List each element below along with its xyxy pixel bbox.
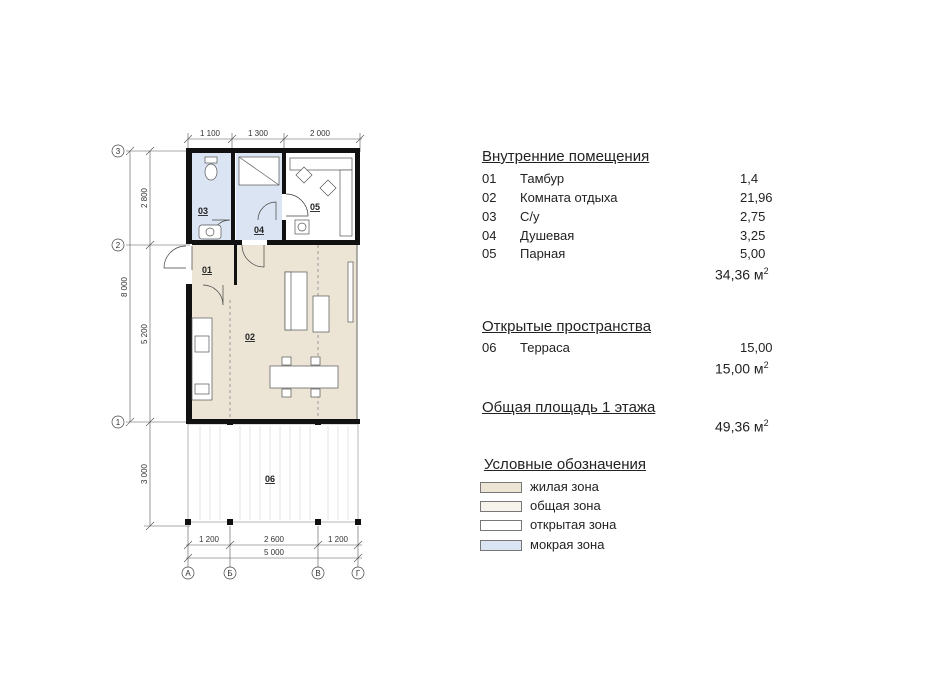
room-label-04: 04 [253,225,265,235]
top-dim-2: 1 300 [247,129,269,138]
col-axis-bubbles [182,567,364,579]
row-name: Комната отдыха [520,190,618,205]
open-total-unit-sup: 2 [763,360,769,370]
room-01-fill [192,245,236,285]
row-area: 3,25 [740,228,766,243]
legend-swatch [480,520,522,531]
overall-title: Общая площадь 1 этажа [482,399,656,416]
row-area: 21,96 [740,190,773,205]
room-label-05: 05 [309,202,321,212]
axis-label-1: 1 [115,418,121,427]
terrace [185,419,361,525]
interior-total [715,266,769,283]
table-row [482,228,782,246]
room-label-03: 03 [197,206,209,216]
row-area: 5,00 [740,246,766,261]
bottom-dim-1: 1 200 [198,535,220,544]
left-dim-2800: 2 800 [140,187,149,209]
legend-label: открытая зона [530,517,617,532]
row-name: С/у [520,209,540,224]
axis-label-a: А [185,569,191,578]
row-name: Тамбур [520,171,565,186]
row-number: 02 [482,190,497,205]
left-dim-3000: 3 000 [140,463,149,485]
interior-total-unit-sup: 2 [763,266,769,276]
legend-label: жилая зона [530,479,599,494]
bottom-dim-3: 1 200 [327,535,349,544]
axis-label-2: 2 [115,241,121,250]
table-row [482,209,782,227]
row-number: 01 [482,171,497,186]
row-number: 04 [482,228,497,243]
row-area: 1,4 [740,171,759,186]
legend-swatch [480,501,522,512]
table-row [482,246,782,264]
table-row [482,340,782,358]
left-dim-5200: 5 200 [140,323,149,345]
left-dim-8000: 8 000 [120,276,129,298]
legend-swatch [480,540,522,551]
interior-title: Внутренние помещения [482,148,650,165]
open-total [715,360,769,377]
overall-total-value: 49,36 м [715,418,764,435]
row-area: 15,00 [740,340,773,355]
axis-label-v: В [315,569,321,578]
row-area: 2,75 [740,209,766,224]
room-label-01: 01 [201,265,213,275]
legend-swatch [480,482,522,493]
axis-label-b: Б [227,569,233,578]
bottom-dim-2: 2 600 [263,535,285,544]
room-02-fill [192,285,357,419]
interior-total-value: 34,36 м [715,266,764,283]
open-title: Открытые пространства [482,318,652,335]
row-number: 03 [482,209,497,224]
legend-label: общая зона [530,498,601,513]
room-label-06: 06 [264,474,276,484]
table-row [482,171,782,189]
legend-label: мокрая зона [530,537,605,552]
overall-total [715,418,769,435]
top-dim-3: 2 000 [309,129,331,138]
row-name: Парная [520,246,566,261]
row-number: 06 [482,340,497,355]
row-name: Терраса [520,340,570,355]
bottom-dim-total: 5 000 [263,548,285,557]
row-number: 05 [482,246,497,261]
top-dim-1: 1 100 [199,129,221,138]
axis-label-g: Г [355,569,361,578]
room-label-02: 02 [244,332,256,342]
overall-total-unit-sup: 2 [763,418,769,428]
axis-label-3: 3 [115,147,121,156]
open-total-value: 15,00 м [715,360,764,377]
legend-title: Условные обозначения [484,456,647,473]
row-name: Душевая [520,228,575,243]
table-row [482,190,782,208]
